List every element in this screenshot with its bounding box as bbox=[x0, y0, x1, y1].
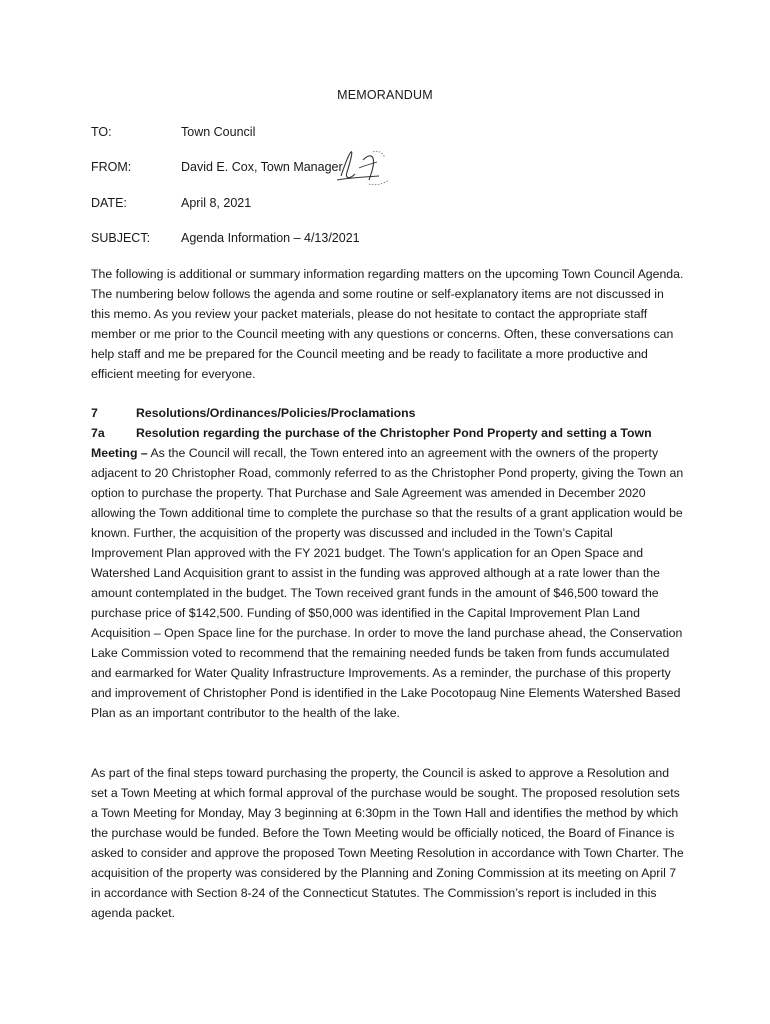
from-row bbox=[91, 158, 711, 176]
subject-label: SUBJECT: bbox=[91, 231, 151, 245]
section-heading bbox=[91, 403, 685, 423]
intro-paragraph: The following is additional or summary information regarding matters on the upcoming Town Council Agenda. The numbering below follows the agenda and some routine or self-explanatory items are not discussed in this memo. As you review your packet materials, please do not hesitate to contact the appropriate staff member or me prior to the Council meeting with any questions or concerns. Often, these conversations can help staff and me be prepared for the Council meeting and be ready to facilitate a more productive and efficient meeting for everyone. bbox=[91, 267, 684, 381]
follow-up-paragraph: As part of the final steps toward purchasing the property, the Council is asked to approve a Resolution and set a Town Meeting at which formal approval of the purchase would be sought. The proposed resolution sets a Town Meeting for Monday, May 3 beginning at 6:30pm in the Town Hall and identifies the method by which the purchase would be funded. Before the Town Meeting would be officially noticed, the Board of Finance is asked to consider and approve the proposed Town Meeting Resolution in accordance with Town Charter. The acquisition of the property was considered by the Planning and Zoning Commission at its meeting on April 7 in accordance with Section 8-24 of the Connecticut Statutes. The Commission’s report is included in this agenda packet. bbox=[91, 766, 684, 920]
item-title: Resolution regarding the purchase of the Christopher Pond Property and setting a Town Meeting – bbox=[91, 426, 652, 460]
from-value: David E. Cox, Town Manager bbox=[181, 160, 343, 174]
item-body: As the Council will recall, the Town entered into an agreement with the owners of the property adjacent to 20 Christopher Road, commonly referred to as the Christopher Pond property, giving the Town an option to purchase the property. That Purchase and Sale Agreement was amended in December 2020 allowing the Town additional time to complete the purchase so that the results of a grant application would be known. Further, the acquisition of the property was discussed and included in the Town’s Capital Improvement Plan approved with the FY 2021 budget. The Town’s application for an Open Space and Watershed Land Acquisition grant to assist in the funding was approved although at a rate lower than the amount contemplated in the budget. The Town received grant funds in the amount of $46,500 toward the purchase price of $142,500. Funding of $50,000 was identified in the Capital Improvement Plan Land Acquisition – Open Space line for the purchase. In order to move the land purchase ahead, the Conservation Lake Commission voted to recommend that the remaining needed funds be taken from funds accumulated and earmarked for Water Quality Infrastructure Improvements. As a reminder, the purchase of this property and improvement of Christopher Pond is identified in the Lake Pocotopaug Nine Elements Watershed Based Plan as an important contributor to the health of the lake. bbox=[91, 446, 684, 720]
subject-value: Agenda Information – 4/13/2021 bbox=[181, 231, 360, 245]
to-label: TO: bbox=[91, 125, 112, 139]
to-row bbox=[91, 123, 711, 141]
date-row bbox=[91, 194, 711, 212]
date-value: April 8, 2021 bbox=[181, 196, 252, 210]
subject-row bbox=[91, 229, 711, 247]
item-number: 7a bbox=[91, 426, 105, 440]
agenda-item-7a bbox=[91, 423, 685, 723]
memo-title: MEMORANDUM bbox=[337, 88, 433, 102]
section-title: Resolutions/Ordinances/Policies/Proclamations bbox=[136, 406, 416, 420]
signature-initials bbox=[333, 146, 393, 190]
to-value: Town Council bbox=[181, 125, 256, 139]
date-label: DATE: bbox=[91, 196, 127, 210]
section-number: 7 bbox=[91, 406, 98, 420]
from-label: FROM: bbox=[91, 160, 132, 174]
